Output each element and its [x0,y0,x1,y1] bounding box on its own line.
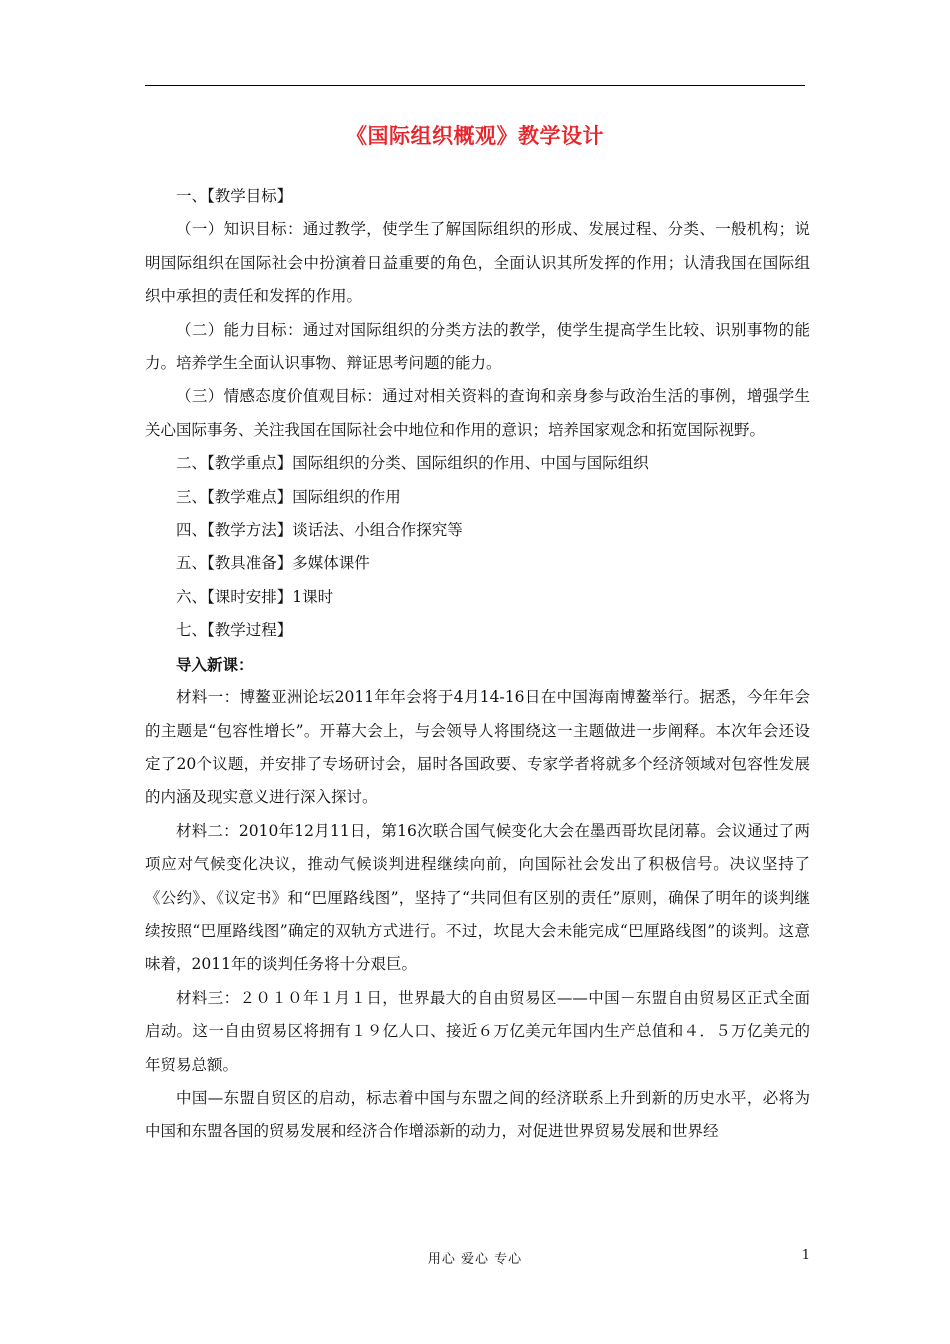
paragraph: （二）能力目标：通过对国际组织的分类方法的教学，使学生提高学生比较、识别事物的能力。培养学生全面认识事物、辩证思考问题的能力。 [145,320,810,373]
document-title: 《国际组织概观》教学设计 [346,123,604,148]
paragraph: 五、【教具准备】多媒体课件 [176,554,370,573]
paragraph: 材料一：博鳌亚洲论坛2011年年会将于4月14-16日在中国海南博鳌举行。据悉，今年年会的主题是“包容性增长”。开幕大会上，与会领导人将围绕这一主题做进一步阐释。本次年会还设定了20个议题，并安排了专场研讨会，届时各国政要、专家学者将就多个经济领域对包容性发展的内涵及现实意义进行深入探讨。 [145,688,810,807]
document-body [145,180,810,1149]
paragraph: 材料二：2010年12月11日，第16次联合国气候变化大会在墨西哥坎昆闭幕。会议通过了两项应对气候变化决议，推动气候谈判进程继续向前，向国际社会发出了积极信号。决议坚持了《公约》、《议定书》和“巴厘路线图”，坚持了“共同但有区别的责任”原则，确保了明年的谈判继续按照“巴厘路线图”确定的双轨方式进行。不过，坎昆大会未能完成“巴厘路线图”的谈判。这意味着，2011年的谈判任务将十分艰巨。 [145,821,810,974]
paragraph: 导入新课： [176,654,254,674]
paragraph: 六、【课时安排】1课时 [176,587,334,606]
paragraph: 中国—东盟自贸区的启动，标志着中国与东盟之间的经济联系上升到新的历史水平，必将为中国和东盟各国的贸易发展和经济合作增添新的动力，对促进世界贸易发展和世界经 [145,1088,810,1141]
page-number: 1 [801,1248,810,1263]
footer-slogan: 用心 爱心 专心 [427,1252,523,1267]
paragraph: 七、【教学过程】 [176,621,293,640]
paragraph: 一、【教学目标】 [176,187,293,205]
paragraph: 二、【教学重点】国际组织的分类、国际组织的作用、中国与国际组织 [176,454,649,473]
paragraph: （一）知识目标：通过教学，使学生了解国际组织的形成、发展过程、分类、一般机构；说明国际组织在国际社会中扮演着日益重要的角色，全面认识其所发挥的作用；认清我国在国际组织中承担的责任和发挥的作用。 [145,220,810,306]
header-rule [145,85,805,86]
paragraph: 材料三：２０１０年１月１日，世界最大的自由贸易区——中国－东盟自由贸易区正式全面启动。这一自由贸易区将拥有１９亿人口、接近６万亿美元年国内生产总值和４．５万亿美元的年贸易总额。 [145,988,810,1074]
paragraph: 三、【教学难点】国际组织的作用 [176,487,401,506]
paragraph: 四、【教学方法】谈话法、小组合作探究等 [176,521,463,540]
paragraph: （三）情感态度价值观目标：通过对相关资料的查询和亲身参与政治生活的事例，增强学生关心国际事务、关注我国在国际社会中地位和作用的意识；培养国家观念和拓宽国际视野。 [145,387,810,439]
